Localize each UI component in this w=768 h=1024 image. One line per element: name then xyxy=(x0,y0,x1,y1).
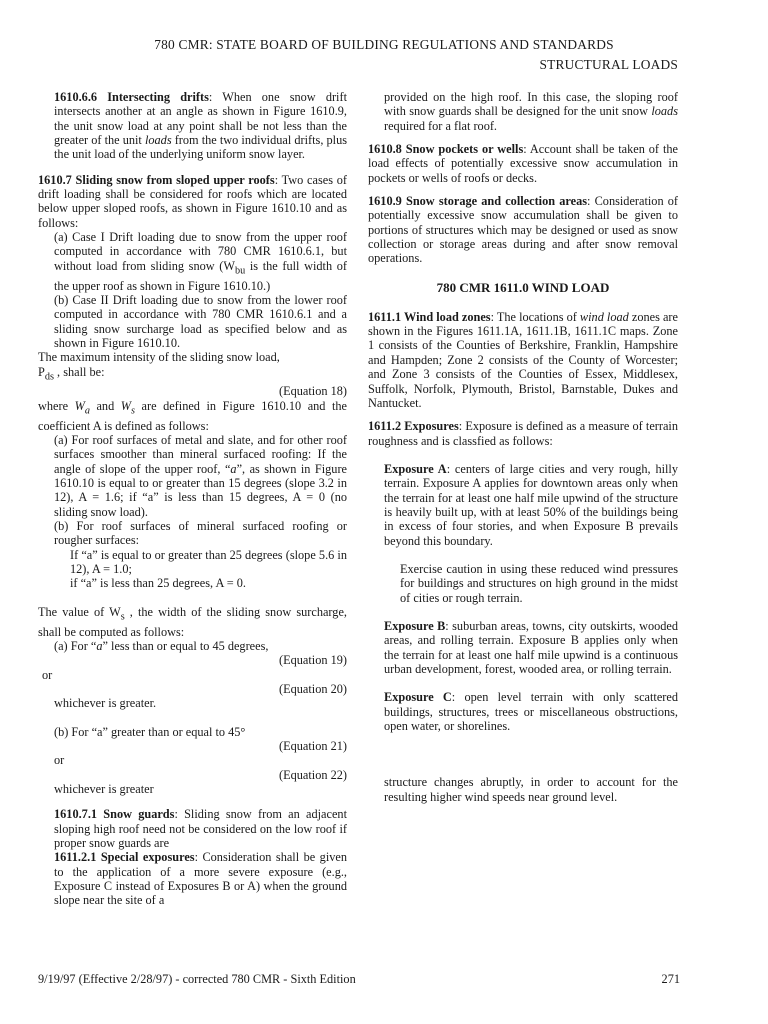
exposure-c: Exposure C: open level terrain with only scattered buildings, structures, trees or miscellaneous obstructions, open water, or shorelines. xyxy=(384,690,678,734)
whichever-text: whichever is greater xyxy=(54,781,154,796)
coefficient-a-condition: (a) For roof surfaces of metal and slate, and for other roof surfaces smoother than mineral surfaced roofing: If the angle of slope of the upper roof, “a”, as shown in Figure 1610.10 is equal to or greater than 15 degrees (slope 3.2 in 12), A = 1.6; if “a” is less than 15 degrees, A = 0 (no sliding snow load). xyxy=(54,432,347,519)
chapter-heading: 780 CMR 1611.0 WIND LOAD xyxy=(436,279,610,295)
special-exposures-continuation: structure changes abruptly, in order to account for the resulting higher wind speeds near ground level. xyxy=(384,775,678,804)
page-footer xyxy=(38,972,680,987)
snow-guards-continuation: provided on the high roof. In this case, the sloping roof with snow guards shall be designed for the unit snow loads required for a flat roof. xyxy=(384,90,678,133)
section-heading: 1611.1 Wind load zones xyxy=(368,309,491,324)
page-number: 271 xyxy=(661,972,680,986)
exposure-heading: Exposure B xyxy=(384,618,446,633)
where-definition: where $W_a$ and $W_s$ are defined in Figure 1610.10 and the coefficient A is defined as follows: xyxy=(38,398,347,433)
condition-b-line2: if “a” is less than 25 degrees, A = 0. xyxy=(70,576,246,591)
ws-definition: The value of $W_s$ , the width of the sliding snow surcharge, shall be computed as follows: xyxy=(38,604,347,639)
equation-20-label: (Equation 20) xyxy=(279,681,347,696)
left-column xyxy=(38,90,347,908)
caution-note: Exercise caution in using these reduced wind pressures for buildings and structures on high ground in the midst of cities or rough terrain. xyxy=(400,561,678,605)
case-a: (a) Case I Drift loading due to snow from the upper roof computed in accordance with 780 CMR 1610.6.1, but without load from sliding snow ($W_{bu}$ is the full width of the upper roof as shown in Figure 1610.10.) xyxy=(54,230,347,293)
right-column xyxy=(368,90,678,804)
section-heading: 1610.8 Snow pockets or wells xyxy=(368,142,524,157)
equation-18-label: (Equation 18) xyxy=(279,384,347,399)
section-heading: 1610.7 Sliding snow from sloped upper roofs xyxy=(38,172,275,187)
section-heading: 1611.2 Exposures xyxy=(368,419,459,434)
or-text: or xyxy=(54,753,65,768)
section-1611-2: 1611.2 Exposures: Exposure is defined as a measure of terrain roughness and is classfied as follows: xyxy=(368,419,679,448)
condition-b-line1: If “a” is equal to or greater than 25 degrees (slope 5.6 in 12), A = 1.0; xyxy=(70,547,347,577)
footer-edition: 9/19/97 (Effective 2/28/97) - corrected 780 CMR - Sixth Edition xyxy=(38,972,356,986)
exposure-heading: Exposure C xyxy=(384,690,452,705)
equation-21-label: (Equation 21) xyxy=(279,738,347,753)
exposure-a: Exposure A: centers of large cities and very rough, hilly terrain. Exposure A applies for downtown areas only when the terrain for at least one half mile upwind of the structure is heavily built up, with at least 50% of the buildings being in excess of four stories, and when Exposure B prevails beyond this boundary. xyxy=(384,461,678,548)
equation-19-label: (Equation 19) xyxy=(279,653,347,668)
exposure-b: Exposure B: suburban areas, towns, city outskirts, wooded areas, and rolling terrain. Exposure B applies only when the terrain for at least one half mile upwind is a continuous urban development, forest, wooded area, or rolling terrain. xyxy=(384,618,678,676)
section-1610-8: 1610.8 Snow pockets or wells: Account shall be taken of the load effects of potentially excessive snow accumulation in pockets or wells of roofs or decks. xyxy=(368,142,678,185)
running-header-title: 780 CMR: STATE BOARD OF BUILDING REGULATIONS AND STANDARDS xyxy=(154,37,614,52)
exposure-heading: Exposure A xyxy=(384,461,447,476)
section-1611-1: 1611.1 Wind load zones: The locations of wind load zones are shown in the Figures 1611.1A, 1611.1B, 1611.1C maps. Zone 1 consists of the Counties of Berkshire, Franklin, Hampshire and Hampden; Zone 2 consists of the County of Worcester; and Zone 3 consists of the Counties of Essex, Middlesex, Suffolk, Norfolk, Plymouth, Bristol, Barnstable, Dukes and Nantucket. xyxy=(368,309,678,410)
case-b: (b) Case II Drift loading due to snow from the lower roof computed in accordance with 780 CMR 1610.6.1 and a sliding snow surcharge load as specified below and as shown in Figure 1610.10. xyxy=(54,292,347,350)
section-1610-6-6: 1610.6.6 Intersecting drifts: When one snow drift intersects another at an angle as shown in Figure 1610.9, the unit snow load at any point shall be not less than the greater of the unit loads from the two individual drifts, plus the unit load of the underlying uniform snow layer. xyxy=(54,90,348,162)
coefficient-b-condition: (b) For roof surfaces of mineral surfaced roofing or rougher surfaces: xyxy=(54,518,347,548)
running-header-section: STRUCTURAL LOADS xyxy=(539,57,678,72)
section-heading: 1610.9 Snow storage and collection areas xyxy=(368,194,588,209)
for-b-condition: (b) For “a” greater than or equal to 45° xyxy=(54,724,246,739)
section-heading: 1610.7.1 Snow guards xyxy=(54,807,175,822)
section-1611-2-1: 1611.2.1 Special exposures: Consideration shall be given to the application of a more severe exposure (e.g., Exposure C instead of Exposures B or A) when the ground slope near the site of a xyxy=(54,850,347,908)
or-text: or xyxy=(42,667,53,682)
for-a-condition: (a) For “a” less than or equal to 45 degrees, xyxy=(54,638,269,653)
whichever-text: whichever is greater. xyxy=(54,696,157,711)
equation-22-label: (Equation 22) xyxy=(279,767,347,782)
section-heading: 1610.6.6 Intersecting drifts xyxy=(54,90,209,104)
max-intensity-text: The maximum intensity of the sliding snow load, $P_{ds}$ , shall be: xyxy=(38,350,280,383)
section-1610-9: 1610.9 Snow storage and collection areas: Consideration of potentially excessive snow accumulation shall be given to portions of structures which may be designed or used as snow collection or storage areas during and after snow removal operations. xyxy=(368,194,678,266)
section-heading: 1611.2.1 Special exposures xyxy=(54,850,195,865)
section-1610-7-1: 1610.7.1 Snow guards: Sliding snow from an adjacent sloping high roof need not be considered on the low roof if proper snow guards are xyxy=(54,807,347,850)
section-1610-7: 1610.7 Sliding snow from sloped upper roofs: Two cases of drift loading shall be considered for roofs which are located below upper sloped roofs, as shown in Figure 1610.10 and as follows: xyxy=(38,172,347,230)
